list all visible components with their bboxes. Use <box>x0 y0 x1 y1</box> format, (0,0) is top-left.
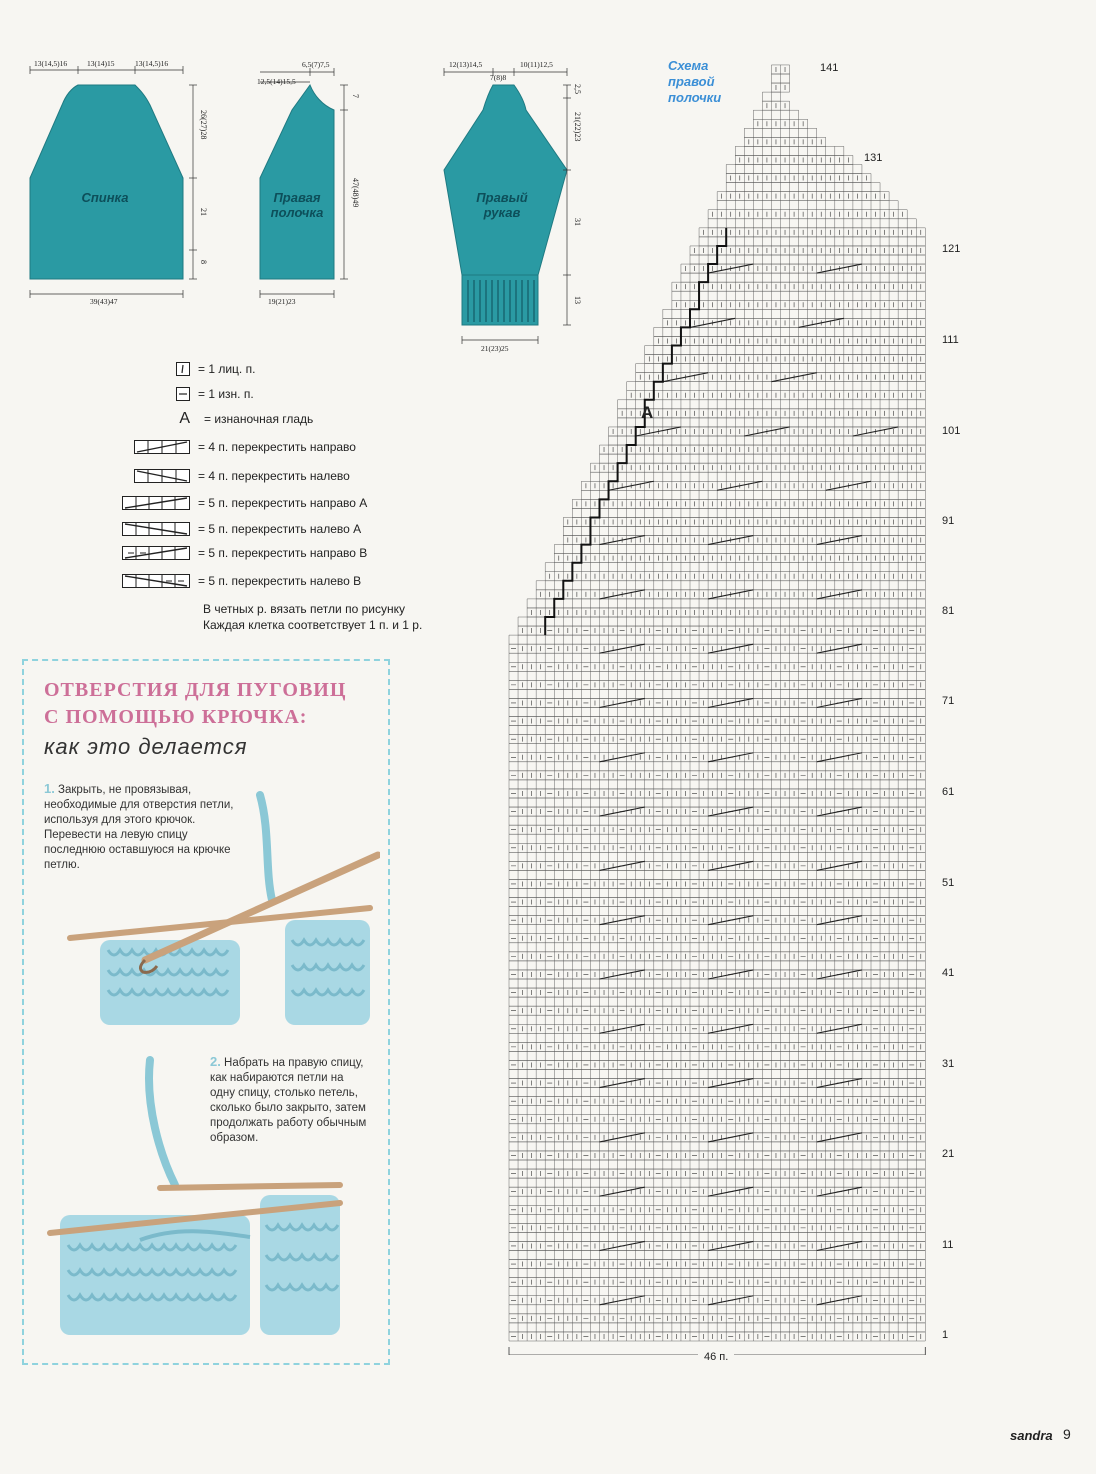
sleeve-dim-top-mid: 7(8)8 <box>490 73 507 82</box>
row-number: 61 <box>942 786 955 798</box>
sleeve-dim-bottom: 21(23)25 <box>481 344 509 353</box>
row-number: 11 <box>942 1239 954 1251</box>
front-dim-right-2: 47(48)49 <box>351 178 360 208</box>
back-dim-right-3: 8 <box>199 260 208 264</box>
right-sleeve-label-line1: Правый <box>476 190 528 205</box>
right-front-label-line1: Правая <box>273 190 321 205</box>
step-1-text: Закрыть, не провязывая, необходимые для отверстия петли, используя для этого крючок. Перевести на левую спицу последнюю оставшуюся на крючке петлю. <box>44 784 234 871</box>
back-piece-shape <box>30 85 183 279</box>
front-dim-top-left: 12,5(14)15,5 <box>257 77 296 86</box>
chart-title-line1: Схема <box>668 58 709 73</box>
legend-row-knit <box>120 359 255 379</box>
back-dim-top-left: 13(14,5)16 <box>34 59 68 68</box>
row-number: 71 <box>942 695 955 707</box>
knitting-chart <box>500 45 930 1355</box>
chart-title-line2: правой <box>668 74 715 89</box>
howto-title-line1: ОТВЕРСТИЯ ДЛЯ ПУГОВИЦ <box>44 679 347 701</box>
cross-5-left-b-icon <box>120 574 190 588</box>
chart-mark-a: A <box>641 403 654 422</box>
row-number: 31 <box>942 1058 955 1070</box>
legend-row-cross4-right <box>120 437 356 457</box>
legend-row-cross5-right-b <box>120 543 367 563</box>
row-number: 21 <box>942 1148 955 1160</box>
sleeve-dim-top-left: 12(13)14,5 <box>449 60 483 69</box>
row-number: 41 <box>942 967 955 979</box>
back-dim-bottom: 39(43)47 <box>90 297 118 306</box>
legend-text-cross5-left-a: = 5 п. перекрестить налево А <box>198 522 362 536</box>
sleeve-dim-top-right: 10(11)12,5 <box>520 60 553 69</box>
crochet-hook-illustration-1 <box>60 790 380 1040</box>
front-dim-bottom: 19(21)23 <box>268 297 296 306</box>
top-row-number-131: 131 <box>864 152 883 164</box>
howto-title-line2: С ПОМОЩЬЮ КРЮЧКА: <box>44 706 308 728</box>
legend-text-purl: = 1 изн. п. <box>198 387 254 401</box>
legend-row-cross4-left <box>120 466 350 486</box>
reverse-stockinette-a-icon: A <box>179 410 190 427</box>
sleeve-dim-right-2: 21(22)23 <box>573 112 582 142</box>
legend-note <box>203 601 422 633</box>
legend-row-cross5-left-b <box>120 571 361 591</box>
chart-width-label: 46 п. <box>698 1351 734 1363</box>
legend-text-cross5-right-a: = 5 п. перекрестить направо А <box>198 496 368 510</box>
sleeve-dim-right-4: 13 <box>573 296 582 304</box>
legend-text-cross4-left: = 4 п. перекрестить налево <box>198 469 350 483</box>
magazine-brand: sandra <box>1010 1428 1053 1443</box>
front-dim-top-right: 6,5(7)7,5 <box>302 60 330 69</box>
knit-stitch-icon <box>120 362 190 376</box>
page-number: 9 <box>1063 1426 1071 1442</box>
right-front-label-line2: полочка <box>270 205 324 220</box>
row-number: 111 <box>942 334 959 346</box>
legend-text-cross4-right: = 4 п. перекрестить направо <box>198 440 356 454</box>
back-label: Спинка <box>81 190 129 205</box>
cross-4-right-icon <box>120 440 190 454</box>
legend-text-a: = изнаночная гладь <box>204 412 314 426</box>
legend-row-cross5-right-a <box>120 493 367 513</box>
back-dim-right-1: 26(27)28 <box>199 110 208 140</box>
front-dim-right-1: 7 <box>351 94 360 98</box>
legend-note-line2: Каждая клетка соответствует 1 п. и 1 р. <box>203 618 423 632</box>
sleeve-dim-right-1: 2,5 <box>573 84 582 94</box>
back-dim-top-right: 13(14,5)16 <box>135 59 169 68</box>
row-number: 1 <box>942 1329 949 1341</box>
row-number: 101 <box>942 425 961 437</box>
top-row-number-141: 141 <box>820 62 839 74</box>
chart-title-line3: полочки <box>668 90 722 105</box>
legend-text-knit: = 1 лиц. п. <box>198 362 256 376</box>
step-2-number: 2. <box>210 1054 221 1069</box>
crochet-hook-illustration-2 <box>40 1055 360 1345</box>
row-number: 91 <box>942 515 955 527</box>
back-dim-right-2: 21 <box>199 208 208 216</box>
legend-row-cross5-left-a <box>120 519 361 539</box>
howto-subtitle: как это делается <box>44 734 248 759</box>
row-number: 51 <box>942 877 955 889</box>
legend-row-a <box>120 409 313 429</box>
step-1-number: 1. <box>44 781 55 796</box>
cross-4-left-icon <box>120 469 190 483</box>
sleeve-dim-right-3: 31 <box>573 218 582 226</box>
row-number: 121 <box>942 243 961 255</box>
cross-5-left-a-icon <box>120 522 190 536</box>
legend-row-purl <box>120 384 254 404</box>
step-2-text: Набрать на правую спицу, как набираются петли на одну спицу, столько петель, сколько было закрыто, затем продолжать работу обычным образом. <box>210 1057 367 1144</box>
purl-stitch-icon <box>120 387 190 401</box>
legend-text-cross5-left-b: = 5 п. перекрестить налево В <box>198 574 362 588</box>
cross-5-right-b-icon <box>120 546 190 560</box>
right-front-label <box>262 190 332 220</box>
right-sleeve-label-line2: рукав <box>483 205 521 220</box>
back-dim-top-mid: 13(14)15 <box>87 59 115 68</box>
chart-grid <box>509 65 925 1341</box>
legend-note-line1: В четных р. вязать петли по рисунку <box>203 602 405 616</box>
right-front-piece-shape <box>260 85 334 279</box>
row-number: 81 <box>942 605 955 617</box>
cross-5-right-a-icon <box>120 496 190 510</box>
legend-text-cross5-right-b: = 5 п. перекрестить направо В <box>198 546 368 560</box>
